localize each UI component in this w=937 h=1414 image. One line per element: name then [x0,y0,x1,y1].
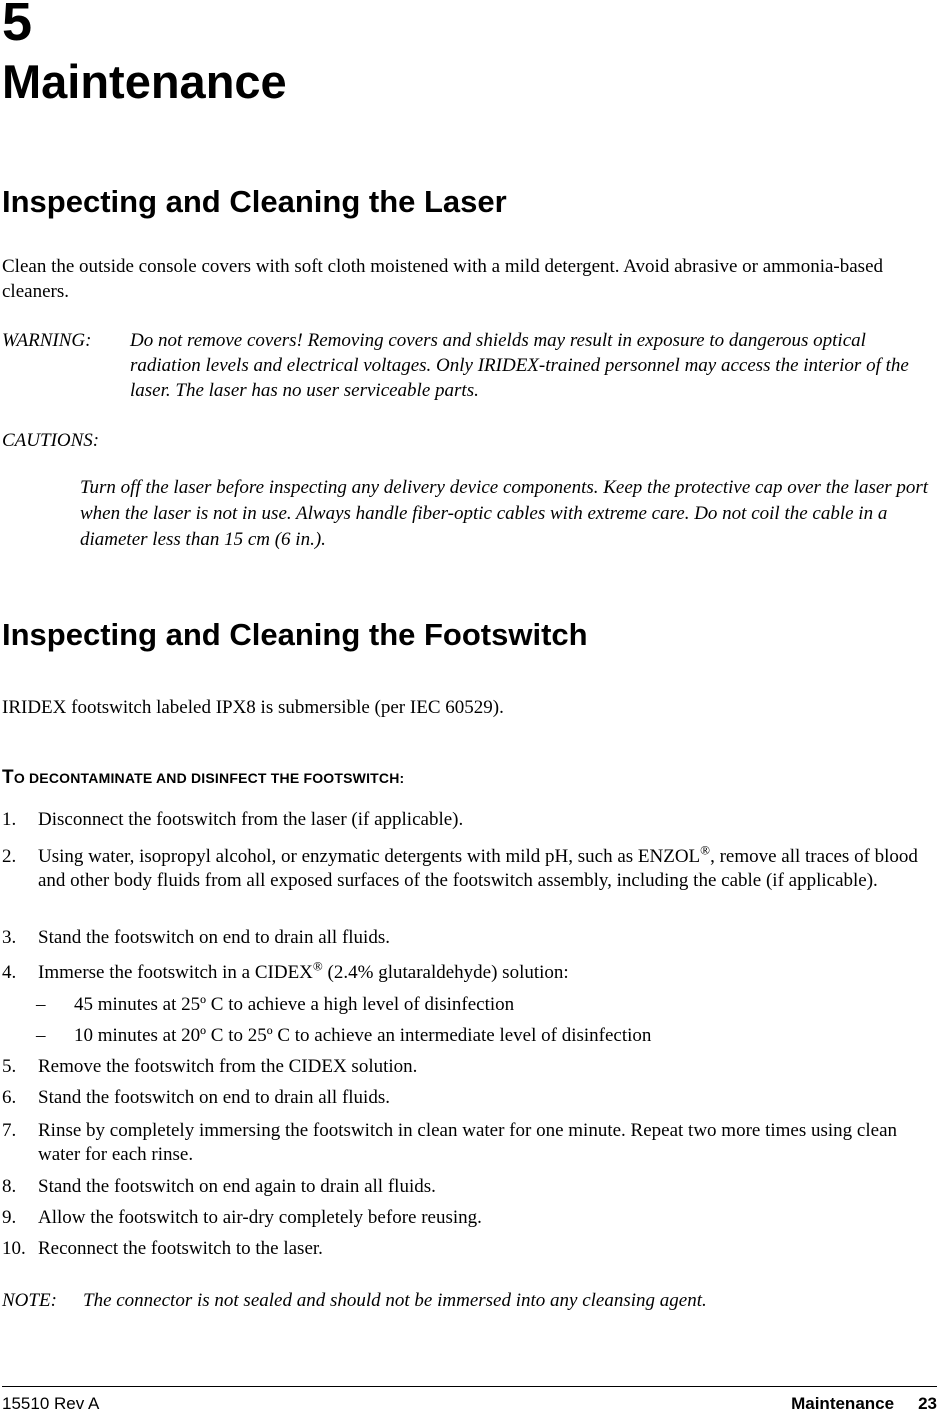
warning-text: Do not remove covers! Removing covers and shields may result in exposure to dangerous optical radiation levels and electrical voltages. Only IRIDEX-trained personnel may access the interior of the laser. The laser has no user serviceable parts. [130,330,909,401]
laser-cleaning-paragraph: Clean the outside console covers with soft cloth moistened with a mild detergent. Avoid abrasive or ammonia-based cleaners. [2,256,884,302]
step-text-part: Immerse the footswitch in a CIDEX [38,962,313,983]
sub-list-item [36,1024,936,1048]
registered-mark: ® [700,842,711,858]
warning-label: WARNING: [2,330,92,351]
list-item [2,958,937,985]
step-number: 5. [2,1056,17,1077]
chapter-number: 5 [2,0,33,52]
note-label: NOTE: [2,1290,57,1311]
step-number: 7. [2,1120,17,1141]
chapter-title: Maintenance [2,55,287,108]
step-number: 3. [2,927,17,948]
step-number: 8. [2,1176,17,1197]
step-text: Stand the footswitch on end to drain all fluids. [38,927,390,948]
step-text-part: (2.4% glutaraldehyde) solution: [322,962,569,983]
list-item [2,842,937,917]
step-text: Disconnect the footswitch from the laser (if applicable). [38,809,464,830]
list-item [2,1237,937,1261]
list-item [2,926,937,950]
section-heading-footswitch: Inspecting and Cleaning the Footswitch [2,617,588,652]
cautions-text: Turn off the laser before inspecting any delivery device components. Keep the protective cap over the laser port when the laser is not in use. Always handle fiber-optic cables with extreme care. Do not coil the cable in a diameter less than 15 cm (6 in.). [80,477,929,550]
note-text: The connector is not sealed and should not be immersed into any cleansing agent. [83,1290,707,1311]
step-text: Allow the footswitch to air-dry completely before reusing. [38,1207,482,1228]
list-item [2,1055,937,1079]
step-number: 2. [2,846,17,867]
step-number: 10. [2,1238,26,1259]
step-text: Rinse by completely immersing the footswitch in clean water for one minute. Repeat two more times using clean water for each rinse. [38,1120,897,1165]
sub-list-item [36,993,936,1017]
procedure-heading-rest: DECONTAMINATE AND DISINFECT THE FOOTSWITCH: [24,770,405,786]
footer-divider [2,1386,937,1387]
section-heading-laser: Inspecting and Cleaning the Laser [2,184,507,219]
step-text [38,958,937,985]
footer-doc-id: 15510 Rev A [2,1394,100,1413]
step-number: 1. [2,809,17,830]
step-text: Reconnect the footswitch to the laser. [38,1238,323,1259]
procedure-heading [2,767,404,789]
step-number: 9. [2,1207,17,1228]
cautions-label: CAUTIONS: [2,430,100,451]
step-text [38,842,937,893]
footswitch-paragraph: IRIDEX footswitch labeled IPX8 is submersible (per IEC 60529). [2,697,504,718]
step-text: Stand the footswitch on end to drain all fluids. [38,1087,390,1108]
dash-bullet: – [36,1025,46,1046]
list-item [2,1086,937,1110]
footer-page-number: 23 [918,1394,937,1413]
registered-mark: ® [312,958,323,974]
footer-page-info [791,1394,937,1414]
list-item [2,1119,937,1167]
dash-bullet: – [36,994,46,1015]
step-text-part: Using water, isopropyl alcohol, or enzymatic detergents with mild pH, such as ENZOL [38,846,701,867]
step-number: 6. [2,1087,17,1108]
step-text-part: , remove all traces of blood and other body fluids from all exposed surfaces of the footswitch assembly, including the cable (if applicable). [38,846,918,891]
sub-step-text: 10 minutes at 20º C to 25º C to achieve an intermediate level of disinfection [74,1025,652,1046]
footer-section: Maintenance [791,1394,895,1413]
list-item [2,1206,937,1230]
step-number: 4. [2,962,17,983]
sub-step-text: 45 minutes at 25º C to achieve a high level of disinfection [74,994,515,1015]
procedure-heading-initial: T [2,767,14,788]
list-item [2,808,937,832]
list-item [2,1175,937,1199]
step-text: Stand the footswitch on end again to drain all fluids. [38,1176,436,1197]
step-text: Remove the footswitch from the CIDEX solution. [38,1056,418,1077]
procedure-heading-o: O [13,770,25,786]
